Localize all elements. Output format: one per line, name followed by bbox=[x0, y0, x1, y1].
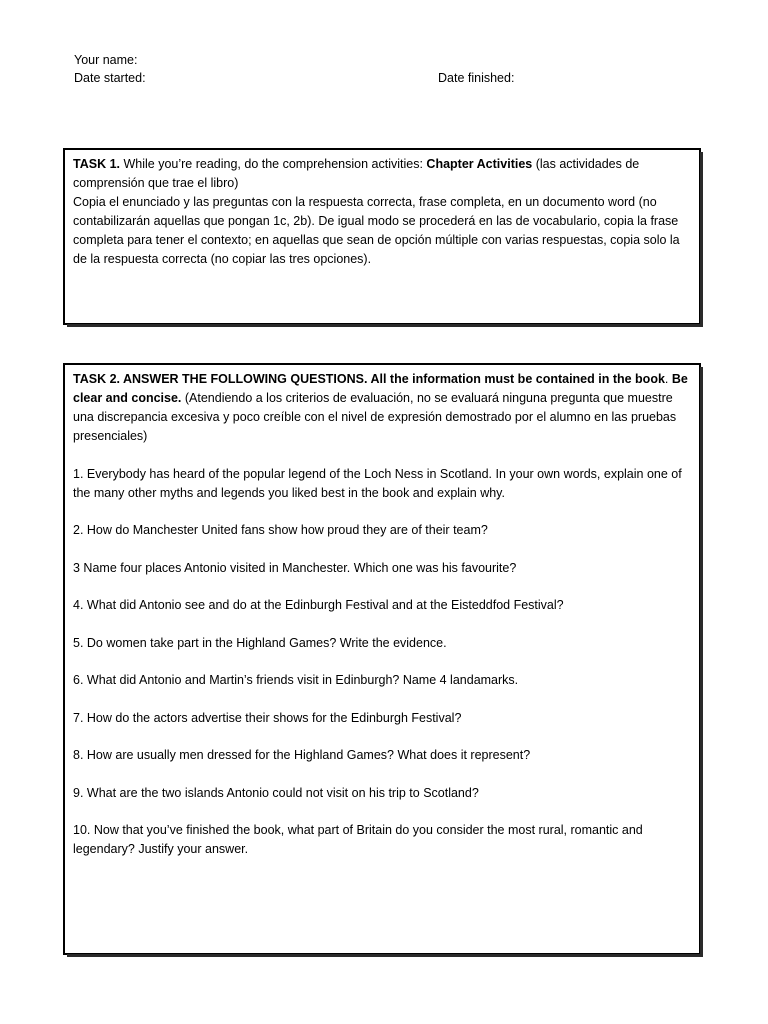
question-item: 3 Name four places Antonio visited in Manchester. Which one was his favourite? bbox=[73, 560, 517, 575]
task-1-label: TASK 1. bbox=[73, 157, 120, 171]
question-item: 8. How are usually men dressed for the Highland Games? What does it represent? bbox=[73, 748, 531, 762]
question-item: 1. Everybody has heard of the popular legend of the Loch Ness in Scotland. In your own words, explain one of the many other myths and legends you liked best in the book and explain why. bbox=[73, 466, 682, 500]
task-1-box bbox=[64, 149, 700, 324]
task-2-heading-bold: TASK 2. ANSWER THE FOLLOWING QUESTIONS. All the information must be contained in the book bbox=[73, 372, 665, 386]
question-item: 4. What did Antonio see and do at the Edinburgh Festival and at the Eisteddfod Festival? bbox=[73, 598, 564, 612]
task-2-heading-note: (Atendiendo a los criterios de evaluación, no se evaluará ninguna pregunta que muestre una discrepancia excesiva y poco creíble con el nivel de expresión demostrado por el alumno en las pruebas presenciales) bbox=[73, 391, 677, 443]
question-item: 9. What are the two islands Antonio could not visit on his trip to Scotland? bbox=[73, 785, 479, 800]
date-finished-label: Date finished: bbox=[438, 71, 515, 85]
task-2-box bbox=[64, 364, 700, 954]
task-1-intro-text: While you’re reading, do the comprehension activities: bbox=[120, 157, 427, 171]
task-2-heading bbox=[73, 370, 691, 446]
question-item: 5. Do women take part in the Highland Games? Write the evidence. bbox=[73, 635, 447, 650]
task-2-heading-period: . bbox=[664, 372, 672, 386]
question-item: 10. Now that you’ve finished the book, what part of Britain do you consider the most rural, romantic and legendary? Justify your answer. bbox=[73, 823, 643, 856]
task-2-clear-concise: Be clear and concise. bbox=[73, 372, 688, 405]
date-started-label: Date started: bbox=[74, 71, 146, 85]
task-1-intro-rest: (las actividades de comprensión que trae el libro) bbox=[73, 157, 640, 190]
question-item: 6. What did Antonio and Martin’s friends visit in Edinburgh? Name 4 landamarks. bbox=[73, 673, 519, 687]
task-1-intro bbox=[73, 155, 691, 193]
your-name-label: Your name: bbox=[74, 53, 138, 67]
question-item: 2. How do Manchester United fans show how proud they are of their team? bbox=[73, 523, 488, 537]
task-1-instructions: Copia el enunciado y las preguntas con la respuesta correcta, frase completa, en un documento word (no contabilizarán aquellas que pongan 1c, 2b). De igual modo se procederá en las de vocabulario, copia la frase completa para tener el contexto; en aquellas que sean de opción múltiple con varias respuestas, copia solo la de la respuesta correcta (no copiar las tres opciones). bbox=[73, 195, 680, 266]
chapter-activities-label: Chapter Activities bbox=[426, 157, 533, 171]
question-item: 7. How do the actors advertise their shows for the Edinburgh Festival? bbox=[73, 710, 462, 725]
